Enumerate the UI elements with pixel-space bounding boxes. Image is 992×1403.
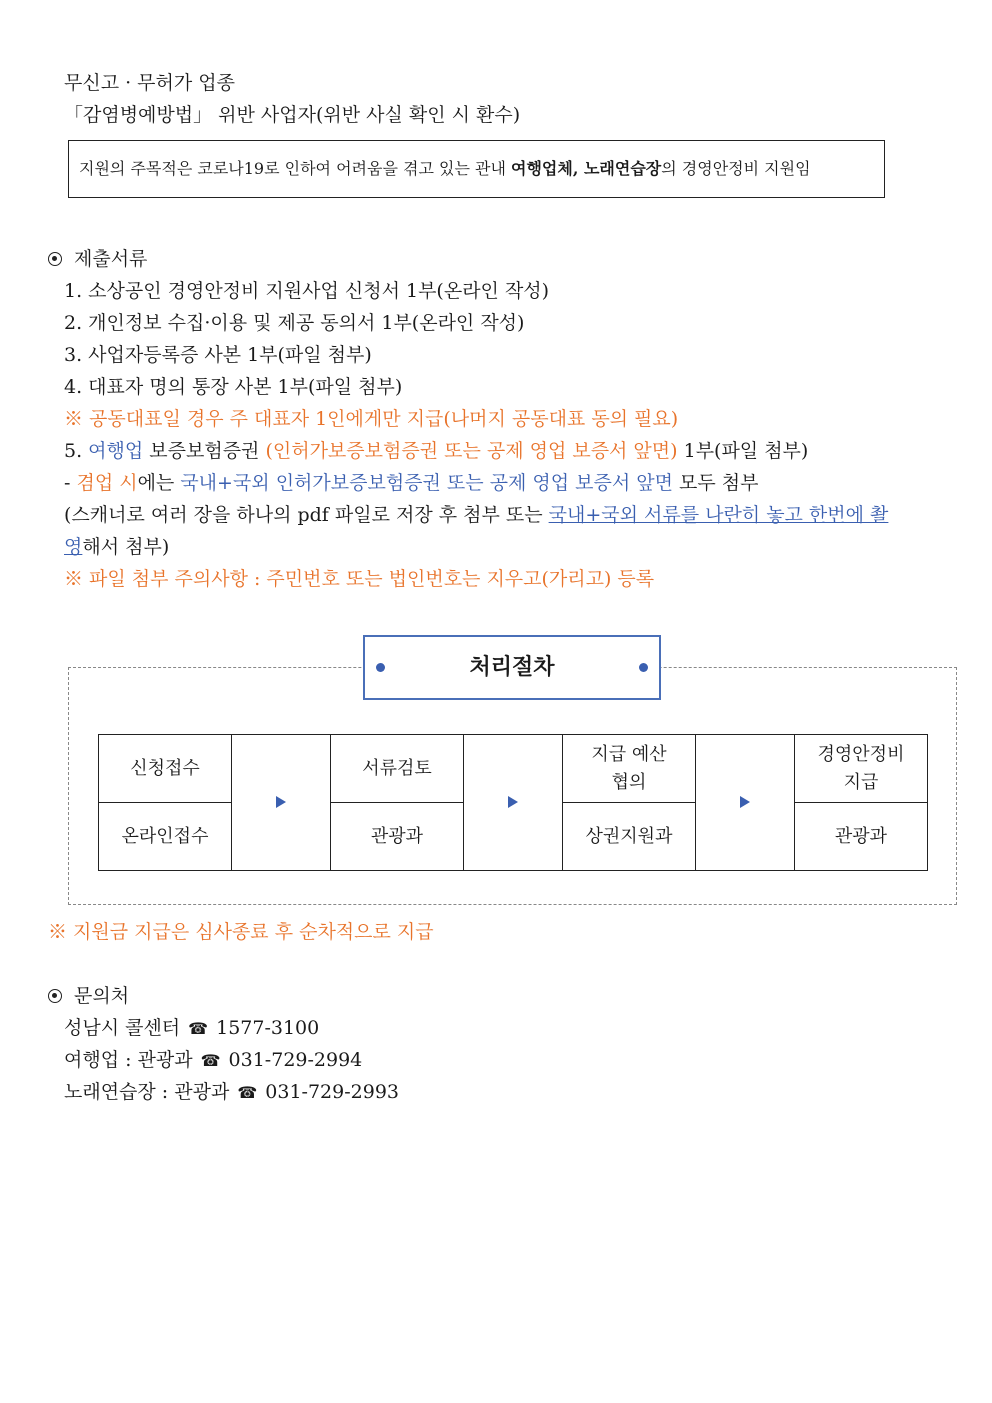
circle-bullet-icon bbox=[48, 252, 62, 266]
scan-text: (스캐너로 여러 장을 하나의 pdf 파일로 저장 후 첨부 또는 bbox=[64, 504, 549, 526]
contact-phone: 1577-3100 bbox=[216, 1017, 320, 1039]
step-4-dept: 관광과 bbox=[795, 803, 928, 871]
doc-dual-business bbox=[64, 470, 758, 496]
doc-item-4: 4. 대표자 명의 통장 사본 1부(파일 첨부) bbox=[64, 376, 403, 398]
flow-arrow bbox=[232, 735, 331, 871]
phone-icon: ☎ bbox=[237, 1083, 258, 1102]
doc-scan-line-1 bbox=[64, 502, 888, 528]
step-3-name bbox=[563, 735, 696, 803]
contact-label: 성남시 콜센터 bbox=[64, 1017, 181, 1039]
step-3-line-1: 지급 예산 bbox=[591, 743, 667, 765]
phone-icon: ☎ bbox=[200, 1051, 221, 1070]
dot-icon bbox=[639, 663, 648, 672]
arrow-right-icon bbox=[740, 796, 750, 808]
contact-phone: 031-729-2994 bbox=[228, 1049, 363, 1071]
step-4-name bbox=[795, 735, 928, 803]
doc-note-joint-rep: ※ 공동대표일 경우 주 대표자 1인에게만 지급(나머지 공동대표 동의 필요) bbox=[64, 408, 679, 430]
note-sep: , bbox=[572, 159, 584, 178]
contact-row bbox=[64, 1079, 399, 1106]
doc-item-1: 1. 소상공인 경영안정비 지원사업 신청서 1부(온라인 작성) bbox=[64, 280, 550, 302]
step-2-dept: 관광과 bbox=[331, 803, 464, 871]
process-flow-table bbox=[98, 734, 928, 871]
phone-icon: ☎ bbox=[188, 1019, 209, 1038]
dual-text: 에는 bbox=[137, 472, 181, 494]
item5-insurance: 보증보험증권 bbox=[143, 440, 266, 462]
scan-highlight-end: 영 bbox=[64, 536, 83, 558]
item5-num: 5. bbox=[64, 440, 89, 462]
dot-icon bbox=[376, 663, 385, 672]
step-1-dept: 온라인접수 bbox=[99, 803, 232, 871]
dual-docs: 국내+국외 인허가보증보험증권 또는 공제 영업 보증서 앞면 bbox=[180, 472, 673, 494]
note-text-2: 의 경영안정비 지원임 bbox=[661, 159, 811, 178]
contact-row bbox=[64, 1015, 319, 1042]
step-3-dept: 상권지원과 bbox=[563, 803, 696, 871]
top-line-2: 「감염병예방법」 위반 사업자(위반 사실 확인 시 환수) bbox=[64, 104, 521, 126]
circle-bullet-icon bbox=[48, 989, 62, 1003]
purpose-note-box bbox=[68, 140, 885, 198]
file-attach-note: ※ 파일 첨부 주의사항 : 주민번호 또는 법인번호는 지우고(가리고) 등록 bbox=[64, 568, 655, 590]
top-line-1: 무신고 · 무허가 업종 bbox=[64, 72, 235, 94]
step-3-line-2: 협의 bbox=[611, 771, 647, 793]
item5-count: 1부(파일 첨부) bbox=[677, 440, 809, 462]
arrow-right-icon bbox=[508, 796, 518, 808]
note-bold-karaoke: 노래연습장 bbox=[583, 159, 662, 178]
arrow-right-icon bbox=[276, 796, 286, 808]
item5-travel: 여행업 bbox=[88, 440, 144, 462]
step-4-line-2: 지급 bbox=[843, 771, 879, 793]
doc-item-3: 3. 사업자등록증 사본 1부(파일 첨부) bbox=[64, 344, 372, 366]
contact-title: 문의처 bbox=[74, 985, 130, 1007]
process-title-box bbox=[363, 635, 661, 700]
doc-item-2: 2. 개인정보 수집·이용 및 제공 동의서 1부(온라인 작성) bbox=[64, 312, 525, 334]
dash: - bbox=[64, 472, 77, 494]
step-2-name: 서류검토 bbox=[331, 735, 464, 803]
docs-heading bbox=[48, 246, 147, 272]
flow-arrow bbox=[696, 735, 795, 871]
contact-heading bbox=[48, 983, 129, 1009]
step-1-name: 신청접수 bbox=[99, 735, 232, 803]
doc-item-5 bbox=[64, 438, 808, 464]
scan-end: 해서 첨부) bbox=[82, 536, 170, 558]
flow-arrow bbox=[464, 735, 563, 871]
contact-label: 여행업 : 관광과 bbox=[64, 1049, 193, 1071]
doc-scan-line-2 bbox=[64, 534, 169, 560]
payment-note: ※ 지원금 지급은 심사종료 후 순차적으로 지급 bbox=[48, 921, 434, 943]
contact-phone: 031-729-2993 bbox=[265, 1081, 399, 1103]
item5-detail: (인허가보증보험증권 또는 공제 영업 보증서 앞면) bbox=[265, 440, 678, 462]
docs-title: 제출서류 bbox=[74, 248, 148, 270]
dual-attach: 모두 첨부 bbox=[672, 472, 759, 494]
step-4-line-1: 경영안정비 bbox=[817, 743, 905, 765]
contact-label: 노래연습장 : 관광과 bbox=[64, 1081, 230, 1103]
scan-highlight: 국내+국외 서류를 나란히 놓고 한번에 촬 bbox=[548, 504, 889, 526]
contact-row bbox=[64, 1047, 362, 1074]
note-bold-travel: 여행업체 bbox=[511, 159, 573, 178]
dual-business-label: 겸업 시 bbox=[76, 472, 138, 494]
process-title: 처리절차 bbox=[469, 655, 555, 680]
note-text-1: 지원의 주목적은 코로나19로 인하여 어려움을 겪고 있는 관내 bbox=[79, 159, 511, 178]
